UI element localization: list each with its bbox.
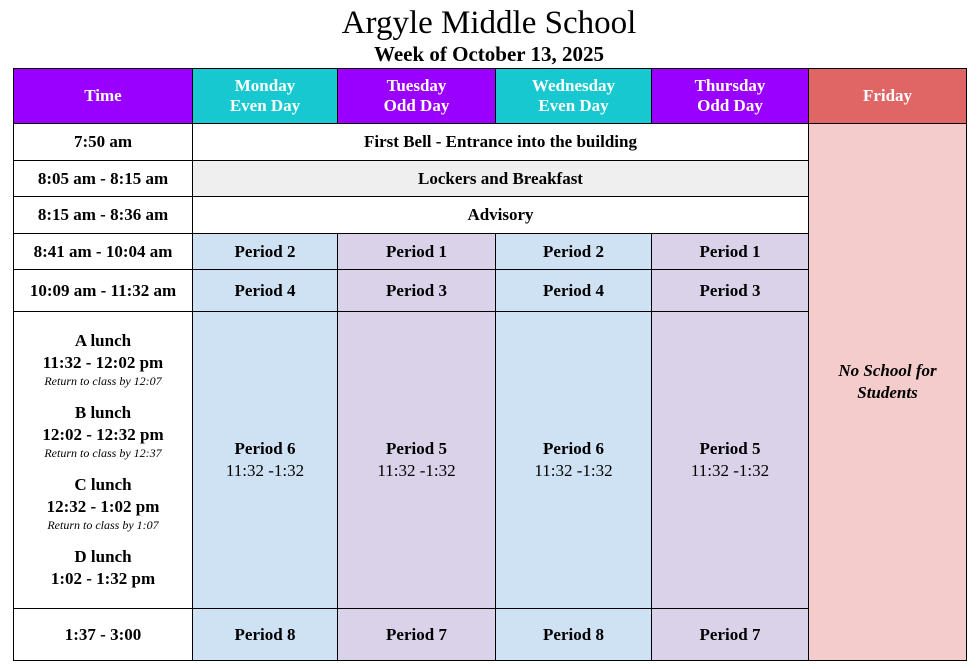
- friday-day-label: Friday: [862, 86, 913, 105]
- friday-note: No School for Students: [838, 361, 937, 402]
- tuesday-period-cell: Period 3: [338, 270, 496, 312]
- advisory-cell: Advisory: [193, 197, 809, 234]
- lunch-time: 12:02 - 12:32 pm: [42, 425, 164, 444]
- monday-day-label: Monday: [234, 76, 296, 95]
- wednesday-period-cell: [496, 312, 652, 609]
- breakfast-cell: Lockers and Breakfast: [193, 161, 809, 197]
- first-bell-cell: First Bell - Entrance into the building: [193, 124, 809, 161]
- thursday-column-header: [652, 69, 809, 124]
- time-cell: 1:37 - 3:00: [14, 609, 193, 661]
- lunch-time: 12:32 - 1:02 pm: [46, 497, 160, 516]
- period-name: Period 6: [543, 439, 604, 458]
- lunch-time: 1:02 - 1:32 pm: [50, 569, 156, 588]
- period-name: Period 6: [234, 439, 296, 458]
- thursday-period-cell: [652, 312, 809, 609]
- wednesday-column-header: [496, 69, 652, 124]
- lunch-b: [14, 402, 192, 460]
- lunch-time: 11:32 - 12:02 pm: [42, 353, 164, 372]
- period-time: 11:32 -1:32: [377, 461, 456, 480]
- time-cell: 10:09 am - 11:32 am: [14, 270, 193, 312]
- lunch-c: [14, 474, 192, 532]
- time-cell: 8:05 am - 8:15 am: [14, 161, 193, 197]
- monday-column-header: [193, 69, 338, 124]
- lunch-return-note: Return to class by 1:07: [47, 518, 159, 532]
- monday-period-cell: [193, 312, 338, 609]
- thursday-type-label: Odd Day: [697, 96, 763, 115]
- friday-cell: [809, 124, 967, 661]
- lunch-list: [14, 330, 192, 590]
- monday-period-cell: Period 8: [193, 609, 338, 661]
- tuesday-day-label: Tuesday: [386, 76, 447, 95]
- monday-period-cell: Period 4: [193, 270, 338, 312]
- lunch-return-note: Return to class by 12:37: [44, 446, 162, 460]
- monday-type-label: Even Day: [229, 96, 301, 115]
- period-name: Period 5: [386, 439, 447, 458]
- lunch-times-cell: [14, 312, 193, 609]
- lunch-name: C lunch: [74, 475, 132, 494]
- school-title: Argyle Middle School: [341, 5, 637, 41]
- schedule-row-first-bell: [14, 124, 967, 161]
- time-cell: 8:15 am - 8:36 am: [14, 197, 193, 234]
- thursday-period-cell: Period 1: [652, 234, 809, 270]
- tuesday-period-cell: Period 7: [338, 609, 496, 661]
- period-time: 11:32 -1:32: [690, 461, 770, 480]
- wednesday-period-cell: Period 4: [496, 270, 652, 312]
- tuesday-period-cell: Period 1: [338, 234, 496, 270]
- wednesday-day-label: Wednesday: [531, 76, 616, 95]
- time-header-label: Time: [84, 86, 122, 105]
- thursday-period-cell: Period 3: [652, 270, 809, 312]
- time-column-header: [14, 69, 193, 124]
- time-cell: 7:50 am: [14, 124, 193, 161]
- bell-schedule-table: [13, 68, 967, 661]
- period-time: 11:32 -1:32: [225, 461, 305, 480]
- header-row: [14, 69, 967, 124]
- week-title: Week of October 13, 2025: [374, 42, 604, 66]
- thursday-period-cell: Period 7: [652, 609, 809, 661]
- lunch-name: A lunch: [74, 331, 132, 350]
- tuesday-period-cell: [338, 312, 496, 609]
- tuesday-type-label: Odd Day: [383, 96, 450, 115]
- lunch-d: [14, 546, 192, 590]
- wednesday-period-cell: Period 8: [496, 609, 652, 661]
- friday-column-header: [809, 69, 967, 124]
- tuesday-column-header: [338, 69, 496, 124]
- monday-period-cell: Period 2: [193, 234, 338, 270]
- time-cell: 8:41 am - 10:04 am: [14, 234, 193, 270]
- lunch-return-note: Return to class by 12:07: [44, 374, 162, 388]
- lunch-name: B lunch: [74, 403, 132, 422]
- thursday-day-label: Thursday: [694, 76, 766, 95]
- lunch-name: D lunch: [74, 547, 132, 566]
- period-name: Period 5: [699, 439, 761, 458]
- wednesday-type-label: Even Day: [538, 96, 609, 115]
- wednesday-period-cell: Period 2: [496, 234, 652, 270]
- lunch-a: [14, 330, 192, 388]
- period-time: 11:32 -1:32: [534, 461, 613, 480]
